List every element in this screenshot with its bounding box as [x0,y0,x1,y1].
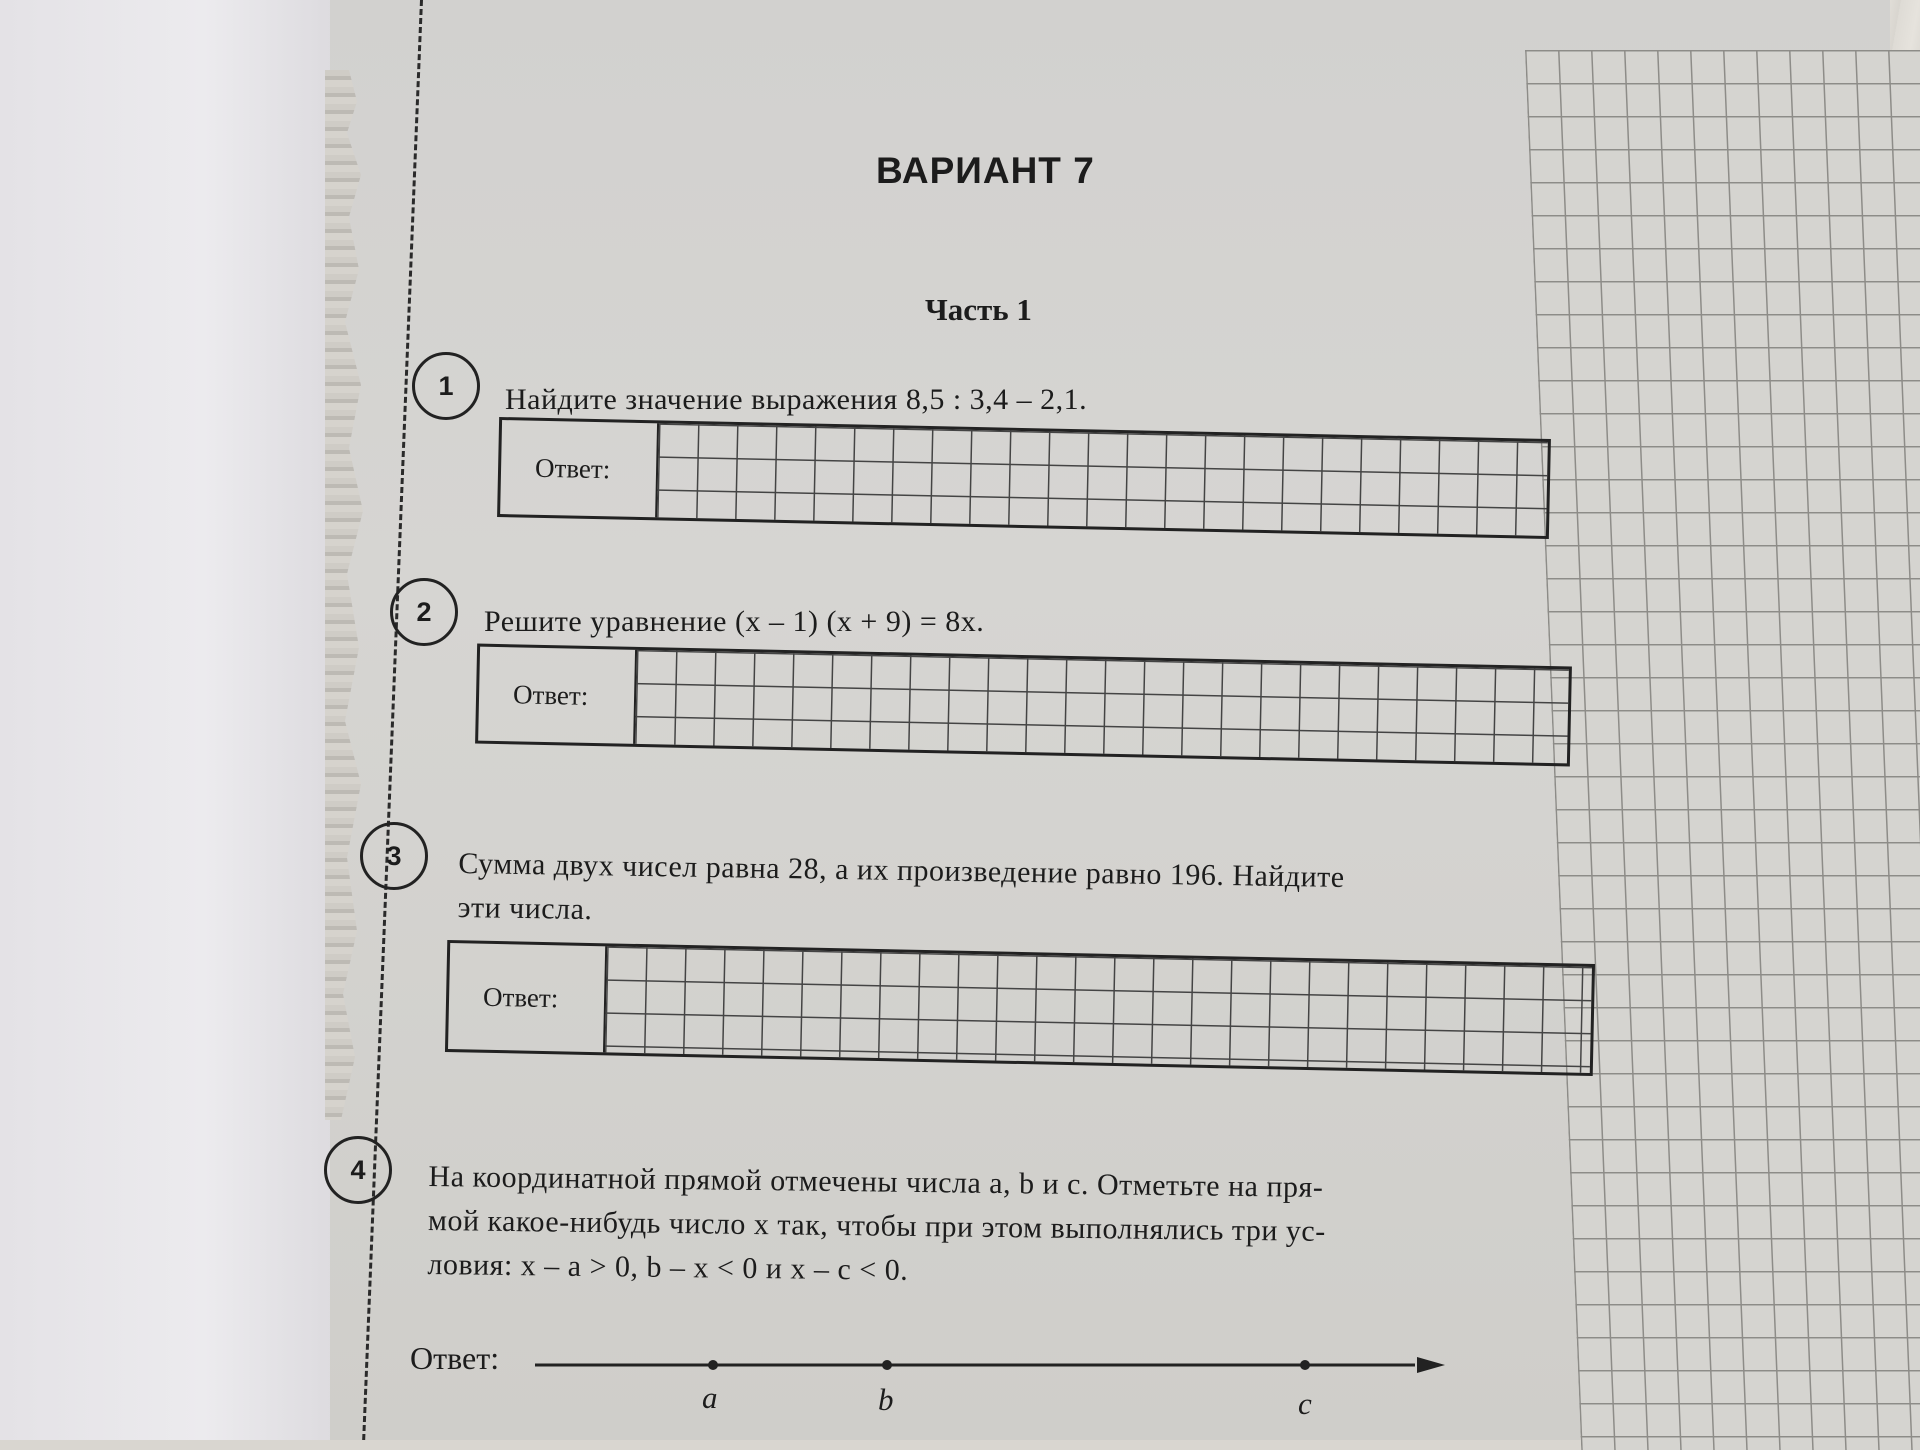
point-a-label: a [702,1380,718,1415]
task-4-line-1: На координатной прямой отмечены числа a, b и c. Отметьте на пря- [428,1160,1324,1204]
task-4-line-2: мой какое-нибудь число x так, чтобы при этом выполнялись три ус- [427,1204,1326,1248]
task-4-text [427,1155,1326,1298]
point-c [1300,1360,1310,1370]
task-3-answer-box [445,940,1595,1076]
task-1-answer-cells[interactable] [655,423,1548,536]
point-c-label: c [1298,1386,1312,1421]
task-3-line-2: эти числа. [457,890,593,927]
point-b [882,1360,892,1370]
task-number-2: 2 [390,578,458,646]
task-4-line-3: ловия: x – a > 0, b – x < 0 и x – c < 0. [427,1247,909,1287]
variant-title: ВАРИАНТ 7 [876,150,1095,191]
task-3-line-1: Сумма двух чисел равна 28, а их произведение равно 196. Найдите [458,847,1345,894]
task-1-text: Найдите значение выражения 8,5 : 3,4 – 2,1. [505,383,1088,416]
axis-arrow-icon [1417,1357,1445,1373]
answer-label: Ответ: [482,981,559,1013]
task-3-answer-cells[interactable] [603,946,1592,1073]
task-3-text [457,842,1345,944]
task-number-4: 4 [324,1136,392,1204]
answer-label: Ответ: [512,678,589,711]
point-a [708,1360,718,1370]
part-title: Часть 1 [925,292,1032,327]
task-2-answer-cells[interactable] [633,650,1569,764]
task-2-text-content: Решите уравнение (x – 1) (x + 9) = 8x. [484,605,985,638]
task-4-answer-label: Ответ: [410,1340,500,1376]
answer-label: Ответ: [534,452,611,484]
task-1-answer-box [497,417,1551,539]
coordinate-line[interactable] [535,1355,1445,1385]
point-b-label: b [878,1382,894,1417]
task-number-1: 1 [412,352,480,420]
task-2-answer-box [475,644,1572,767]
task-2-text [484,600,984,644]
task-number-3: 3 [360,822,428,890]
